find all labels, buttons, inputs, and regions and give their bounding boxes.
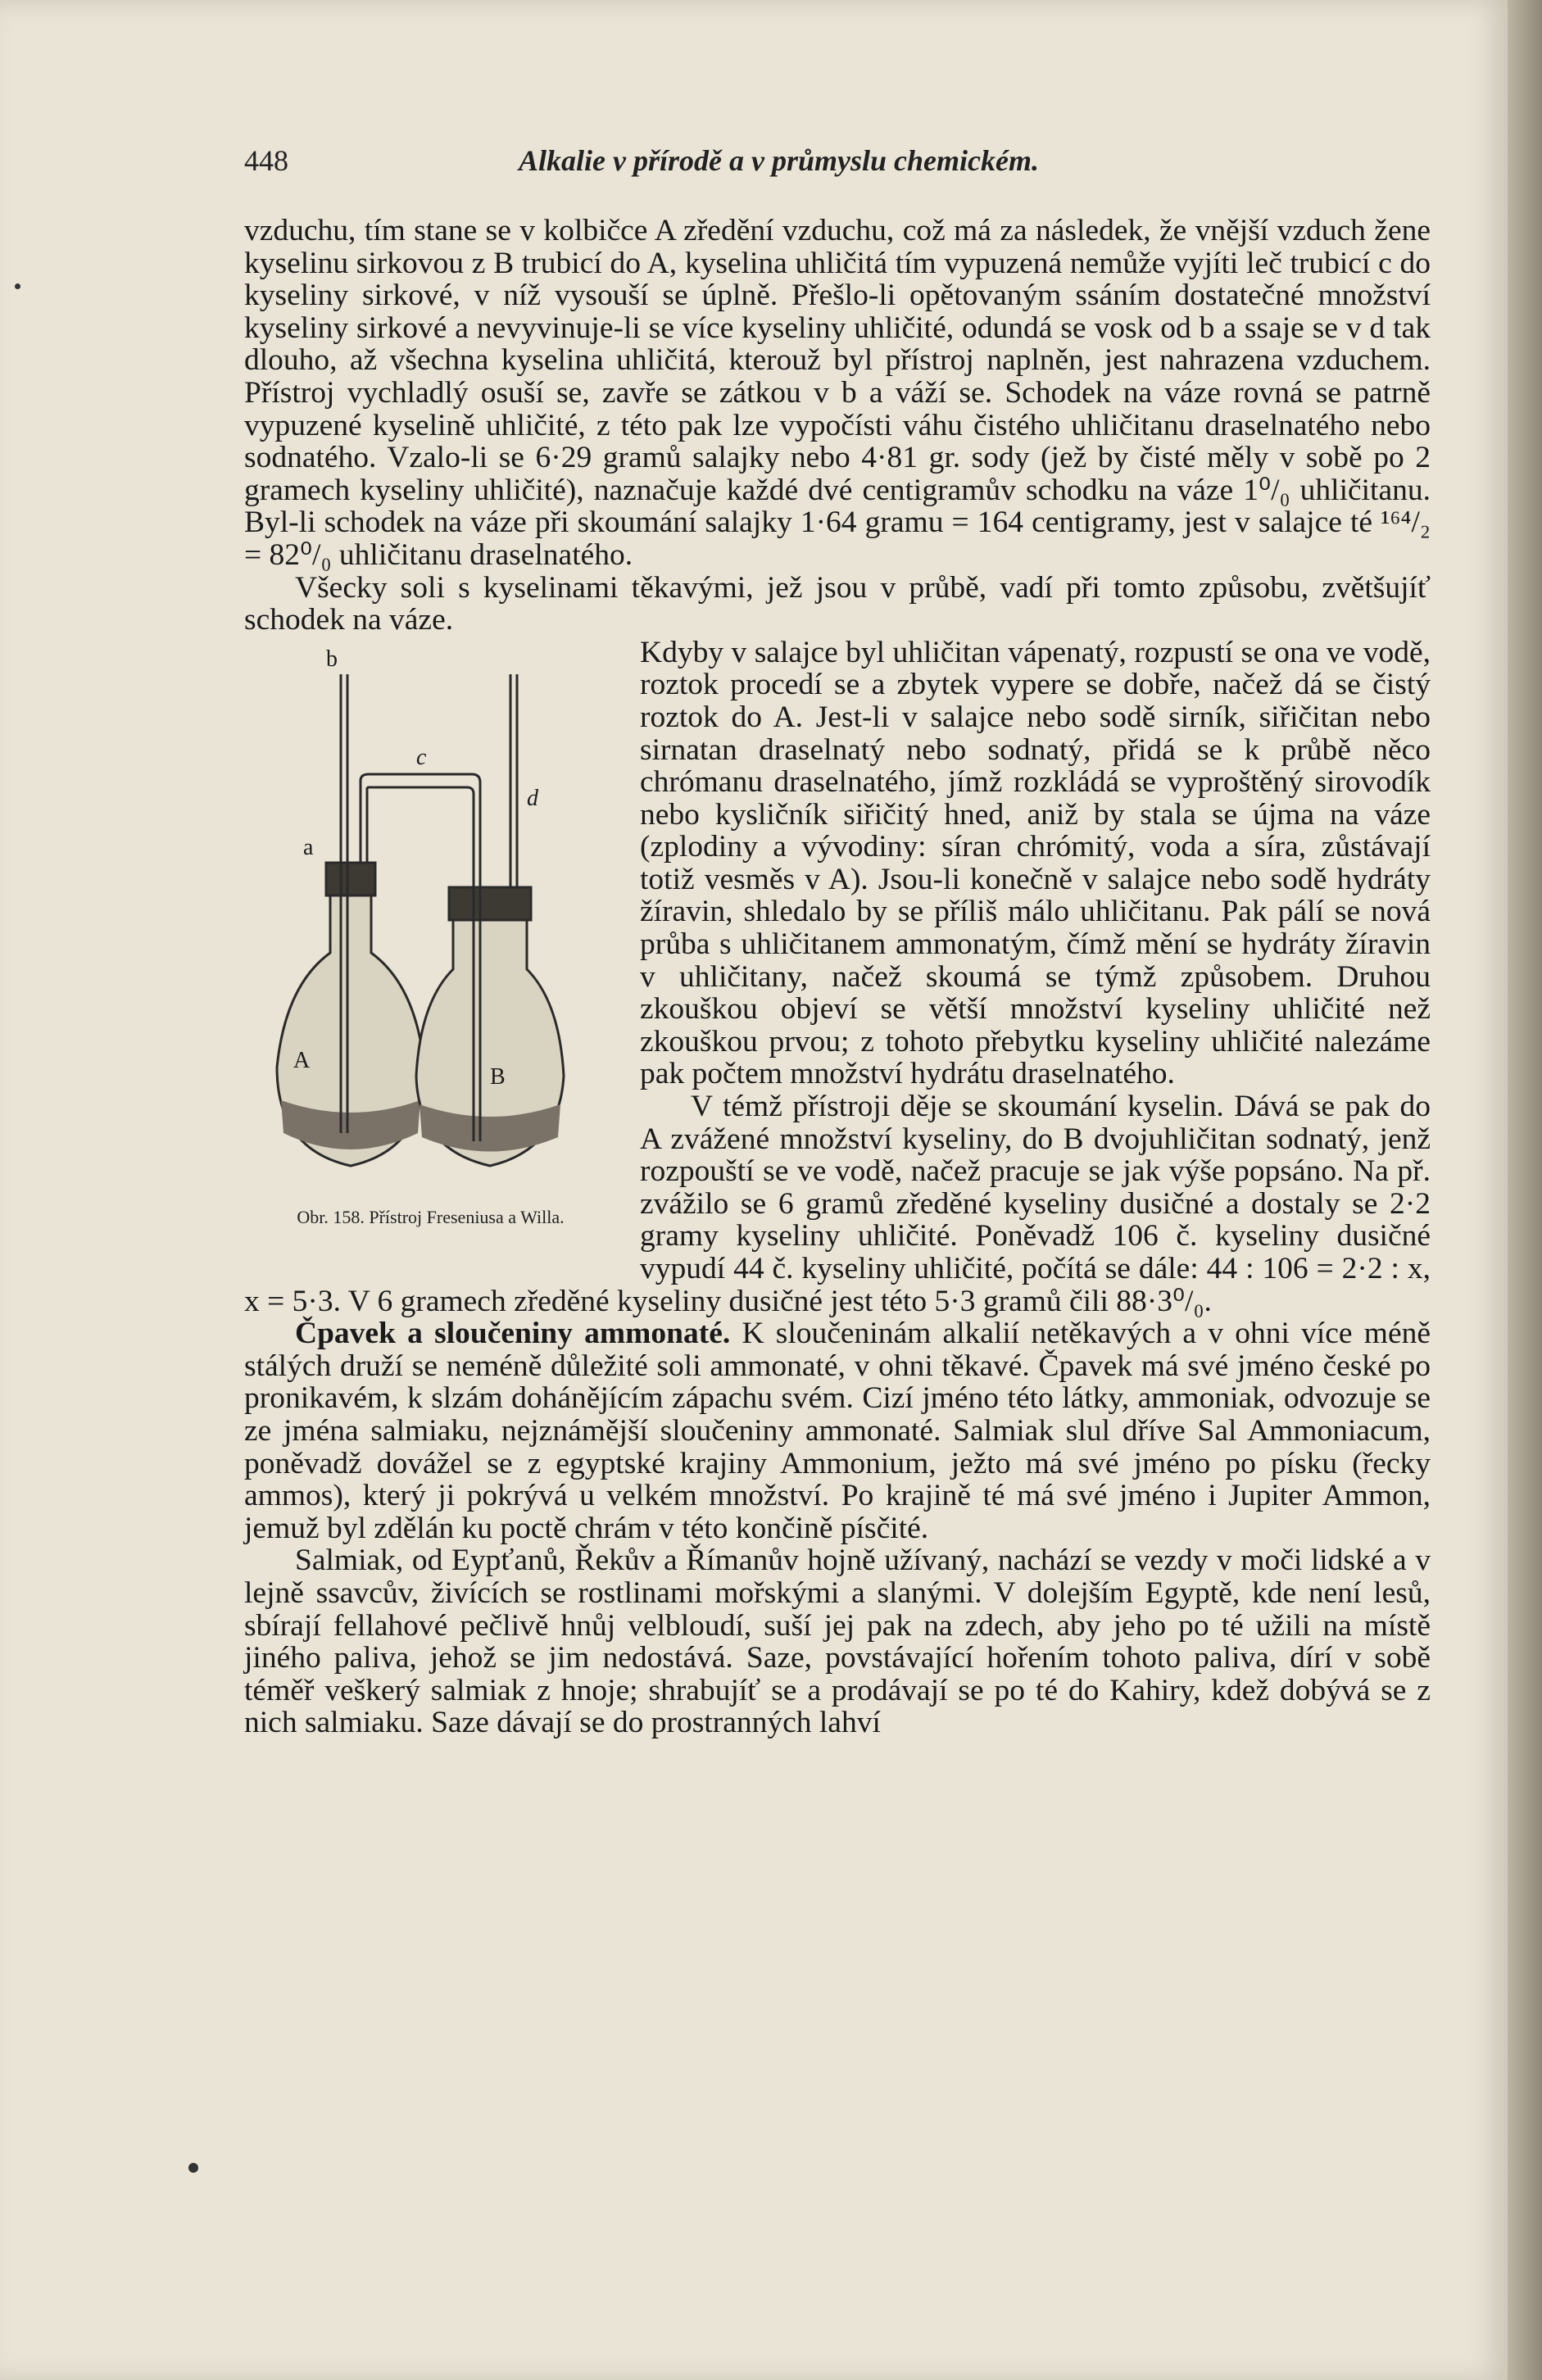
figure-caption: Obr. 158. Přístroj Freseniusa a Willa.: [297, 1206, 565, 1227]
label-c: c: [416, 744, 427, 770]
figure-apparatus: [244, 641, 617, 1272]
paragraph-5: Salmiak, od Eypťanů, Řekův a Římanův hojně užívaný, nachází se vezdy v moči lidské a v lejně ssavcův, živících se rostlinami mořskými a slanými. V dolejším Egyptě, kde není lesů, sbírají fellahové pečlivě hnůj velbloudí, suší jej pak na zdech, aby jeho po té užili na místě jiného paliva, jehož se jim nedostává. Saze, povstávající hořením tohoto paliva, dírí v sobě téměř veškerý salmiak z hnoje; shrabujíť se a prodávají se po té do Kahiry, kdež dobývá se z nich salmiaku. Saze dávají se do prostranných lahví: [244, 1544, 1431, 1740]
paragraph-2-lead: [244, 572, 1431, 637]
paragraph-1: vzduchu, tím stane se v kolbičce A zředění vzduchu, což má za následek, že vnější vzduch žene kyselinu sirkovou z B trubicí do A, kyselina uhličitá tím vypuzená nemůže vyjíti leč trubicí c do kyseliny sirkové, v níž vysouší se úplně. Přešlo-li opětovaným ssáním dostatečné množství kyseliny sirkové a nevyvinuje-li se více kyseliny uhličité, odundá se vosk od b a ssaje se v d tak dlouho, až všechna kyselina uhličitá, kterouž byl přístroj naplněn, jest nahrazena vzduchem. Přístroj vychladlý osuší se, zavře se zátkou v b a váží se. Schodek na váze rovná se patrně vypuzené kyselině uhličité, z této pak lze vypočísti váhu čistého uhličitanu draselnatého nebo sodnatého. Vzalo-li se 6·29 gramů salajky nebo 4·81 gr. sody (jež by čisté měly v sobě po 2 gramech kyseliny uhličité), naznačuje každé dvé centigramův schodku na váze 1⁰/₀ uhličitanu. Byl-li schodek na váze při skoumání salajky 1·64 gramu = 164 centigramy, jest v salajce té ¹⁶⁴/₂ = 82⁰/₀ uhličitanu draselnatého.: [244, 214, 1431, 572]
page-number: 448: [244, 144, 288, 177]
ink-spot: [188, 2163, 198, 2173]
paragraph-2-rest: Kdyby v salajce byl uhličitan vápenatý, rozpustí se ona ve vodě, roztok procedí se a zbytek vypere se dobře, načež dá se čistý roztok do A. Jest-li v salajce nebo sodě sirník, siřičitan nebo sirnatan draselnatý nebo sodnatý, přidá se k průbě něco chrómanu draselnatého, jímž rozkládá se vyproštěný sirovodík nebo kysličník siřičitý hned, aniž by stala se újma na váze (zplodiny a vývodiny: síran chrómitý, voda a síra, zůstávají totiž vesměs v A). Jsou-li konečně v salajce nebo sodě hydráty žíravin, shledalo by se příliš málo uhličitanu. Pak pálí se nová průba s uhličitanem ammonatým, čímž mění se hydráty žíravin v uhličitany, načež skoumá se týmž způsobem. Druhou zkouškou objeví se větší množství kyseliny uhličité než zkouškou prvou; z tohoto přebytku kyseliny uhličité nalezáme pak počtem množství hydrátu draselnatého.: [640, 635, 1431, 1091]
paragraph-4-text: K sloučeninám alkalií netěkavých a v ohni více méně stálých druží se neméně důležité soli ammonaté, v ohni těkavé. Čpavek má své jméno české po pronikavém, k slzám dohánějícím zápachu svém. Cizí jméno této látky, ammoniak, odvozuje se ze jména salmiaku, nejznámější sloučeniny ammonaté. Salmiak slul dříve Sal Ammoniacum, poněvadž dovážel se z egyptské krajiny Ammonium, ježto má své jméno po písku (řecky ammos), který ji pokrývá u velkém množství. Po krajině té má své jméno i Jupiter Ammon, jemuž byl zdělán ku poctě chrám v této končině písčité.: [244, 1317, 1431, 1545]
paragraph-2-lead-text: Všecky soli s kyselinami těkavými, jež jsou v průbě, vadí při tomto způsobu, zvětšujíť schodek na váze.: [244, 570, 1431, 637]
running-title: Alkalie v přírodě a v průmyslu chemickém.: [519, 144, 1039, 177]
ink-spot-left: [15, 283, 20, 289]
label-B: B: [490, 1063, 506, 1090]
paragraph-3: V témž přístroji děje se skoumání kyselin. Dává se pak do A zvážené množství kyseliny, do B dvojuhličitan sodnatý, jenž rozpouští se ve vodě, načež pracuje se jak výše popsáno. Na př. zvážilo se 6 gramů zředěné kyseliny dusičné a dostaly se 2·2 gramy kyseliny uhličité. Poněvadž 106 č. kyseliny dusičné vypudí 44 č. kyseliny uhličité, počítá se dále: 44 : 106 = 2·2 : x, x = 5·3. V 6 gramech zředěné kyseliny dusičné jest této 5·3 gramů čili 88·3⁰/₀.: [244, 1090, 1431, 1318]
label-a: a: [303, 834, 314, 860]
text-body: [244, 215, 1431, 1739]
section-heading: Čpavek a sloučeniny ammonaté.: [295, 1317, 731, 1351]
label-b: b: [326, 646, 338, 672]
label-d: d: [527, 785, 538, 811]
paragraph-4: [244, 1317, 1431, 1544]
label-A: A: [293, 1047, 311, 1073]
apparatus-illustration: [244, 641, 617, 1207]
page-header: [244, 143, 1424, 193]
page-edge: [1508, 0, 1542, 2380]
